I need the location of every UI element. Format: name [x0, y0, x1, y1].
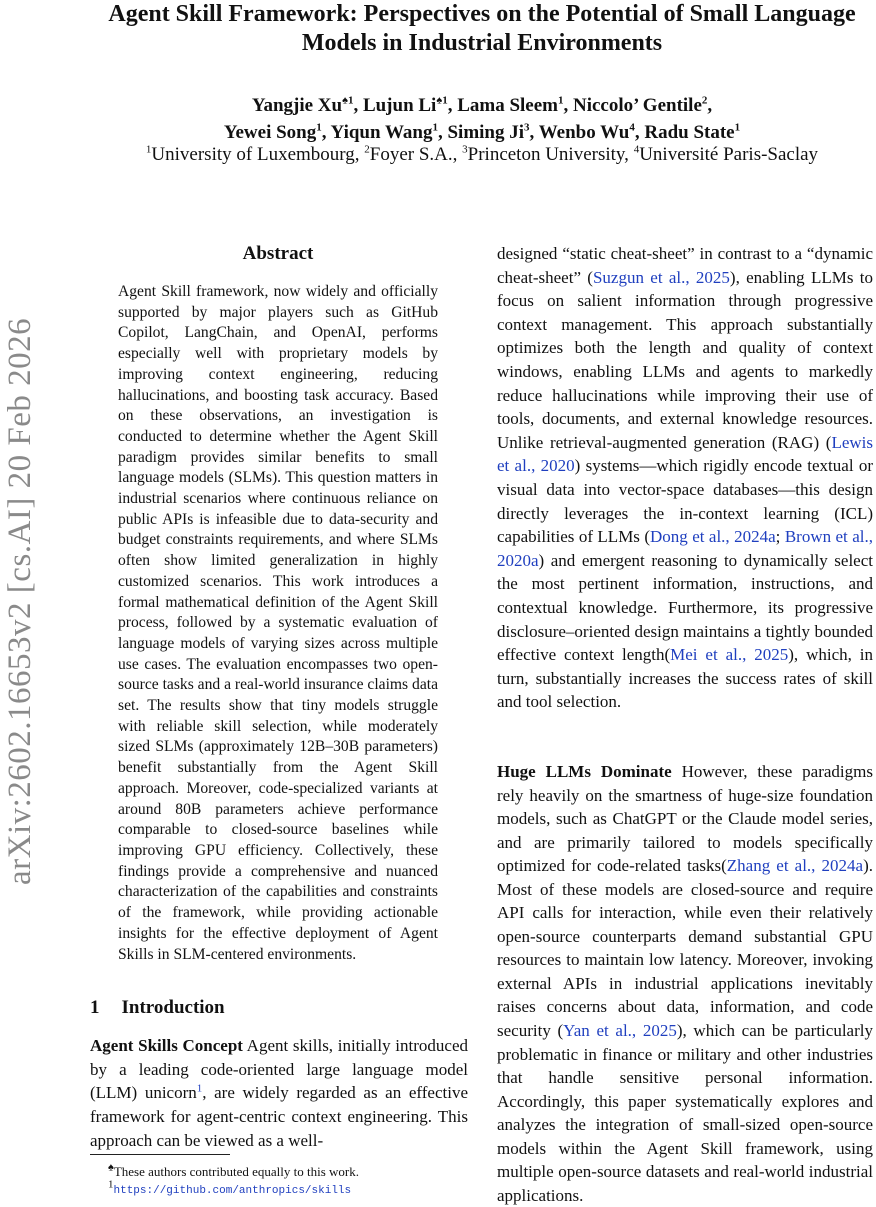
author-name: Yiqun Wang	[330, 122, 433, 143]
arxiv-identifier: arXiv:2602.16653v2 [cs.AI] 20 Feb 2026	[2, 317, 38, 885]
text-run: Agent skills, initially introduced by a leading code-oriented large language model (LLM) unicorn	[90, 1036, 468, 1103]
author-line-2: Yewei Song$^1$, Yiqun Wang$^1$, Siming Ji$^3$, Wenbo Wu$^4$, Radu State$^1$	[223, 121, 741, 143]
author-mark: 1	[432, 121, 438, 134]
section-title: Introduction	[121, 997, 225, 1018]
text-run: However, these paradigms rely heavily on the smartness of huge-size foundation models, such as ChatGPT or the Claude model series, and are primarily tailored to models specifically optimized for code-related tasks(	[497, 762, 873, 876]
author-name: Niccolo’ Gentile	[572, 95, 702, 116]
author-mark: 1	[734, 121, 741, 134]
author-name: Siming Ji	[447, 122, 525, 143]
author-name: Wenbo Wu	[538, 122, 630, 143]
citation-link[interactable]: Dong et al., 2024a	[650, 527, 776, 547]
paragraph-runin-heading: Agent Skills Concept	[90, 1036, 243, 1055]
affiliation-mark: 2	[364, 143, 370, 156]
text-run: designed “static cheat-sheet” in contrast to a “dynamic cheat-sheet” (	[497, 244, 873, 287]
author-mark: 3	[524, 121, 530, 134]
abstract-heading: Abstract	[242, 243, 314, 264]
footnote-divider	[90, 1154, 230, 1155]
text-run: ), enabling LLMs to focus on salient information through progressive context management. This approach substantially optimizes both the length and quality of context windows, enabling LLMs and agents to markedly reduce hallucinations while improving their use of tools, documents, and external knowledge resources. Unlike retrieval-augmented generation (RAG) (	[497, 267, 873, 452]
title-line-1: Agent Skill Framework: Perspectives on the Potential of Small Language	[108, 1, 856, 27]
affiliation-name: Université Paris-Saclay	[639, 144, 819, 165]
citation-link[interactable]: Yan et al., 2025	[563, 1021, 677, 1041]
intro-paragraph	[90, 1034, 468, 1153]
footnote-text: These authors contributed equally to this work.	[113, 1164, 359, 1179]
affiliation-name: University of Luxembourg,	[151, 144, 365, 165]
paper-title	[0, 0, 876, 58]
author-name: Lama Sleem	[457, 95, 558, 116]
text-run: ;	[775, 527, 785, 547]
footnote-link[interactable]: 1	[196, 1082, 203, 1095]
footnote-mark: ♠	[108, 1161, 114, 1174]
author-name: Lujun Li	[362, 95, 437, 116]
text-run: ). Most of these models are closed-source and require API calls for interaction, while even their relatively open-source counterparts demand substantial GPU resources to maintain low latency. Moreover, invoking external APIs in industrial applications inevitably raises concerns about data, information, and code security (	[497, 856, 873, 1041]
affiliation-mark: 1	[145, 143, 152, 156]
author-list	[0, 92, 876, 146]
citation-link[interactable]: Lewis et al., 2020	[497, 432, 873, 476]
affiliation-mark: 4	[633, 143, 640, 156]
right-column-paragraph-1	[497, 242, 873, 714]
section-number: 1	[90, 997, 100, 1018]
text-run: ) systems—which rigidly encode textual or visual data into vector-space databases—this design directly leverages the in-context learning (ICL) capabilities of LLMs (	[497, 456, 873, 547]
text-run: ) and emergent reasoning to dynamically select the most pertinent information, instructions, and contextual knowledge. Furthermore, its progressive disclosure–oriented design maintains a tightly bounded effective context length(	[497, 550, 873, 665]
citation-link[interactable]: Mei et al., 2025	[670, 645, 789, 665]
author-name: Yewei Song	[223, 122, 317, 143]
author-mark: ♠1	[342, 94, 354, 107]
citation-link[interactable]: Brown et al., 2020a	[497, 527, 873, 570]
citation-link[interactable]: Zhang et al., 2024a	[726, 856, 864, 876]
affiliation-name: Foyer S.A.,	[369, 144, 463, 165]
text-run: ), which can be particularly problematic in finance or military and other industries that handle sensitive personal information. Accordingly, this paper systematically explores and analyzes the integration of small-sized open-source models within the Agent Skill framework, using multiple open-source datasets and real-world industrial applications.	[497, 1021, 873, 1205]
footnote-equal-contribution	[108, 1163, 359, 1180]
text-run: , are widely regarded as an effective framework for agent-centric context engineering. This approach can be viewed as a well-	[90, 1083, 468, 1150]
affiliation-name: Princeton University,	[467, 144, 634, 165]
affiliations	[0, 142, 876, 168]
author-mark: 1	[316, 121, 322, 134]
footnote-url	[108, 1180, 351, 1200]
footnote-link-url[interactable]: https://github.com/anthropics/skills	[113, 1185, 352, 1197]
affiliation-mark: 3	[462, 143, 468, 156]
title-line-2: Models in Industrial Environments	[301, 30, 663, 56]
author-name: Radu State	[644, 122, 735, 143]
author-mark: 4	[629, 121, 635, 134]
author-line-1: Yangjie $Xu^{♠1}$, Lujun $Li^{♠1}$, Lama Sleem$^1$, Niccolo’ Gentile$^2$,	[251, 94, 713, 116]
citation-link[interactable]: Suzgun et al., 2025	[592, 267, 730, 287]
abstract-body: Agent Skill framework, now widely and officially supported by major players such as GitHub Copilot, LangChain, and OpenAI, performs especially well with proprietary models by improving context engineering, reducing hallucinations, and boosting task accuracy. Based on these observations, an investigation is conducted to determine whether the Agent Skill paradigm provides similar benefits to small language models (SLMs). This question matters in industrial scenarios where continuous reliance on public APIs is infeasible due to data-security and budget constraints requirements, and where SLMs often show limited generalization in highly customized scenarios. This work introduces a formal mathematical definition of the Agent Skill process, followed by a systematic evaluation of language models of varying sizes across multiple use cases. The evaluation encompasses two open-source tasks and a real-world insurance claims data set. The results show that tiny models struggle with reliable skill selection, while moderately sized SLMs (approximately 12B–30B parameters) benefit substantially from the Agent Skill approach. Moreover, code-specialized variants at around 80B parameters achieve performance comparable to closed-source baselines while improving GPU efficiency. Collectively, these findings provide a comprehensive and nuanced characterization of the capabilities and constraints of the framework, while providing actionable insights for the effective deployment of Agent Skills in SLM-centered environments.	[118, 283, 438, 963]
right-column-paragraph-2	[497, 760, 873, 1207]
author-mark: 1	[557, 94, 564, 107]
section-heading-introduction	[90, 996, 225, 1020]
paragraph-runin-heading: Huge LLMs Dominate	[497, 762, 672, 781]
author-mark: ♠1	[436, 94, 448, 107]
author-mark: 2	[701, 94, 708, 107]
text-run: ), which, in turn, substantially increases the success rates of skill and tool selection.	[497, 645, 873, 712]
footnote-mark: 1	[108, 1178, 114, 1191]
author-name: Yangjie Xu	[251, 95, 343, 116]
